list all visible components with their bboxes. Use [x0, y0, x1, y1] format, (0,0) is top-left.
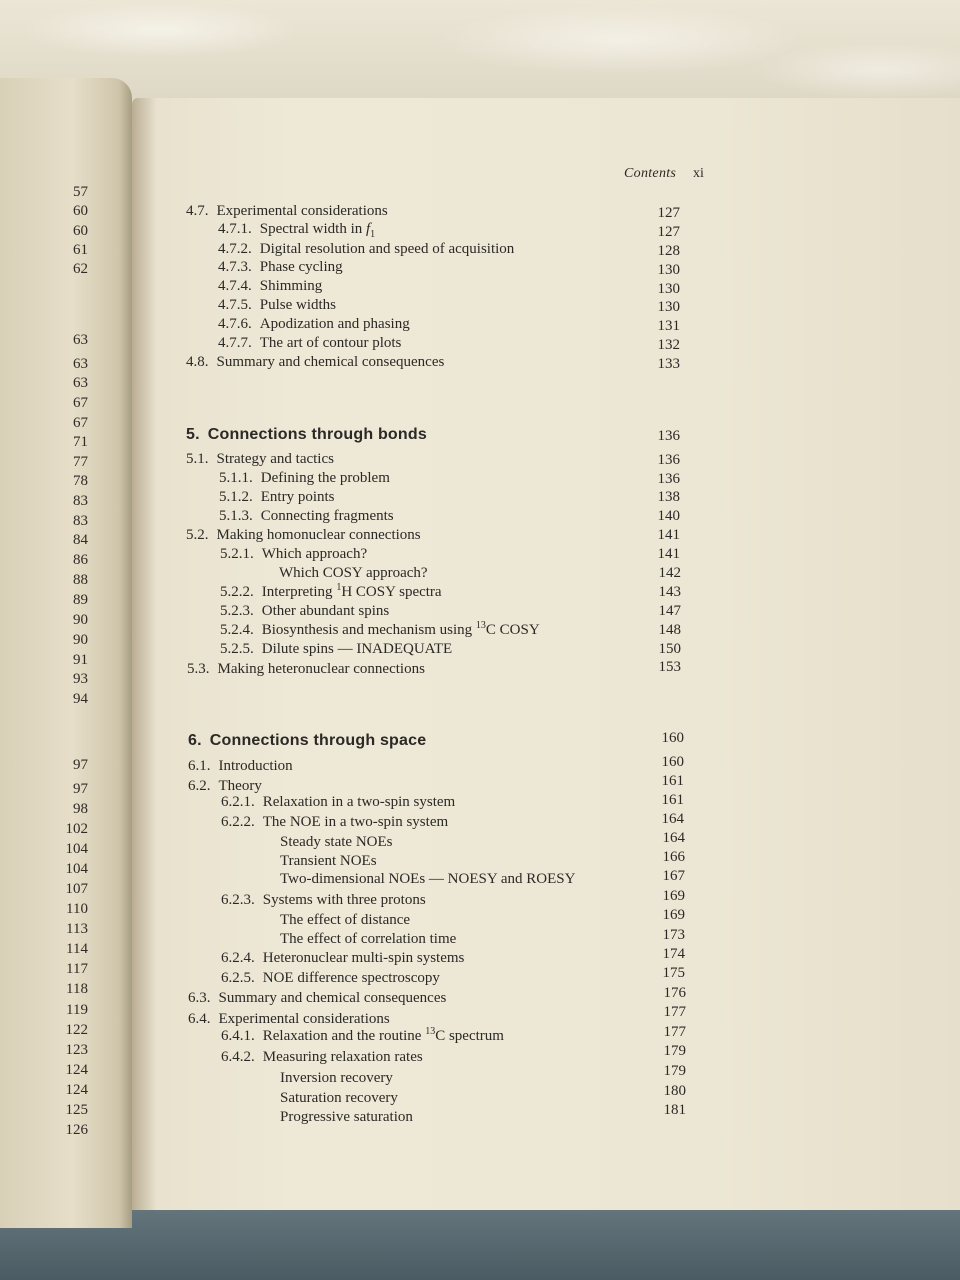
toc-page: 160 [661, 730, 684, 746]
toc-page: 128 [657, 243, 680, 259]
toc-entry: Progressive saturation [280, 1109, 413, 1125]
toc-entry: Inversion recovery [280, 1070, 393, 1086]
toc-page: 181 [663, 1102, 686, 1118]
toc-page: 131 [657, 318, 680, 334]
left-page-number: 125 [65, 1102, 88, 1118]
left-page-number: 93 [73, 671, 88, 687]
left-page-number: 84 [73, 532, 88, 548]
left-page-number: 61 [73, 242, 88, 258]
toc-entry: 6.2.4. Heteronuclear multi-spin systems [221, 950, 465, 966]
toc-entry: 5.2.2. Interpreting $^1$H COSY spectra [220, 582, 442, 600]
left-page-number: 117 [66, 961, 88, 977]
left-page-number: 124 [65, 1062, 88, 1078]
left-page-number: 104 [65, 841, 88, 857]
left-page-number: 63 [73, 332, 88, 348]
toc-entry: Steady state NOEs [280, 834, 393, 850]
running-header-page: xi [693, 166, 704, 181]
toc-page: 169 [662, 888, 685, 904]
toc-entry: 4.7.4. Shimming [218, 278, 323, 294]
left-page-number: 122 [65, 1022, 88, 1038]
toc-page: 177 [663, 1024, 686, 1040]
left-page-number: 86 [73, 552, 88, 568]
toc-page: 166 [662, 849, 685, 865]
toc-page: 147 [658, 603, 681, 619]
toc-page: 164 [662, 830, 685, 846]
toc-page: 173 [662, 927, 685, 943]
toc-entry: 5.1.2. Entry points [219, 489, 335, 505]
toc-page: 177 [663, 1004, 686, 1020]
left-page-number: 110 [66, 901, 88, 917]
running-header-title: Contents [624, 166, 677, 181]
left-page-number: 60 [73, 223, 88, 239]
toc-page: 143 [658, 584, 681, 600]
toc-entry: Which COSY approach? [279, 565, 428, 581]
toc-page: 150 [658, 641, 681, 657]
toc-entry: 5.2.1. Which approach? [220, 546, 368, 562]
toc-entry: 4.7.3. Phase cycling [218, 259, 343, 275]
toc-entry: 5.1. Strategy and tactics [186, 451, 334, 467]
toc-entry: 6.2.3. Systems with three protons [221, 892, 426, 908]
toc-page: 179 [663, 1043, 686, 1059]
toc-entry: 5.1.1. Defining the problem [219, 470, 390, 486]
toc-entry: 4.8. Summary and chemical consequences [186, 354, 445, 370]
left-page-number: 62 [73, 261, 88, 277]
left-page-number: 107 [65, 881, 88, 897]
toc-entry: 5.1.3. Connecting fragments [219, 508, 394, 524]
toc-entry: Saturation recovery [280, 1090, 398, 1106]
toc-entry: 6.3. Summary and chemical consequences [188, 990, 447, 1006]
toc-entry: 5.2. Making homonuclear connections [186, 527, 421, 543]
left-page-number: 67 [73, 395, 88, 411]
toc-entry: 4.7.7. The art of contour plots [218, 335, 402, 351]
toc-page: 161 [661, 773, 684, 789]
toc-entry: 4.7.1. Spectral width in $f_1$ [218, 221, 376, 240]
left-page-number: 90 [73, 632, 88, 648]
toc-page: 140 [657, 508, 680, 524]
toc-page: 176 [663, 985, 686, 1001]
toc-entry: Transient NOEs [280, 853, 377, 869]
left-page-number: 97 [73, 781, 88, 797]
left-page-number: 113 [66, 921, 88, 937]
left-page-number: 83 [73, 513, 88, 529]
left-page-number: 91 [73, 652, 88, 668]
toc-page: 161 [661, 792, 684, 808]
toc-page: 164 [661, 811, 684, 827]
toc-entry: Two-dimensional NOEs — NOESY and ROESY [280, 871, 576, 887]
left-page-number: 71 [73, 434, 88, 450]
toc-page: 136 [657, 452, 680, 468]
toc-page: 180 [663, 1083, 686, 1099]
left-page-number: 67 [73, 415, 88, 431]
left-page-number: 126 [65, 1122, 88, 1138]
toc-page: 142 [658, 565, 681, 581]
left-page-number: 89 [73, 592, 88, 608]
toc-page: 138 [657, 489, 680, 505]
toc-page: 167 [662, 868, 685, 884]
left-page-number: 90 [73, 612, 88, 628]
toc-entry: 6.4.1. Relaxation and the routine $^{13}$C spectrum [221, 1026, 504, 1044]
toc-entry: 4.7.2. Digital resolution and speed of acquisition [218, 241, 515, 257]
toc-page: 130 [657, 262, 680, 278]
toc-entry: 5.2.4. Biosynthesis and mechanism using $^{13}$C COSY [220, 620, 540, 638]
left-page-number: 104 [65, 861, 88, 877]
left-page-number: 114 [66, 941, 88, 957]
left-page-number: 63 [73, 375, 88, 391]
left-page-number: 88 [73, 572, 88, 588]
left-page-number: 60 [73, 203, 88, 219]
toc-entry: 6.4.2. Measuring relaxation rates [221, 1049, 423, 1065]
toc-entry: The effect of distance [280, 912, 411, 928]
toc-page: 127 [657, 224, 680, 240]
toc-entry: 5.2.3. Other abundant spins [220, 603, 390, 619]
toc-page: 127 [657, 205, 680, 221]
toc-entry: 4.7.6. Apodization and phasing [218, 316, 410, 332]
toc-entry: 6.4. Experimental considerations [188, 1011, 390, 1027]
toc-page: 175 [662, 965, 685, 981]
toc-page: 169 [662, 907, 685, 923]
toc-page: 136 [657, 471, 680, 487]
left-page-number: 98 [73, 801, 88, 817]
left-page-number: 78 [73, 473, 88, 489]
left-page-number: 63 [73, 356, 88, 372]
left-page-number: 57 [73, 184, 88, 200]
toc-page: 174 [662, 946, 685, 962]
left-page-number: 94 [73, 691, 88, 707]
chapter-heading: 6. Connections through space [188, 732, 427, 749]
toc-entry: The effect of correlation time [280, 931, 457, 947]
toc-page: 136 [657, 428, 680, 444]
toc-entry: 6.2.1. Relaxation in a two-spin system [221, 794, 456, 810]
toc-entry: 4.7.5. Pulse widths [218, 297, 337, 313]
toc-entry: 4.7. Experimental considerations [186, 203, 388, 219]
left-page-number: 123 [65, 1042, 88, 1058]
left-page-number: 119 [66, 1002, 88, 1018]
toc-page: 141 [657, 546, 680, 562]
left-page-number: 83 [73, 493, 88, 509]
chapter-heading: 5. Connections through bonds [186, 426, 427, 443]
toc-page: 141 [657, 527, 680, 543]
toc-entry: 6.2.2. The NOE in a two-spin system [221, 814, 449, 830]
toc-page: 130 [657, 299, 680, 315]
toc-page: 179 [663, 1063, 686, 1079]
toc-entry: 5.2.5. Dilute spins — INADEQUATE [220, 641, 453, 657]
left-page-number: 77 [73, 454, 88, 470]
toc-page: 148 [658, 622, 681, 638]
toc-page: 132 [657, 337, 680, 353]
toc-entry: 6.2. Theory [188, 778, 262, 794]
toc-page: 153 [658, 659, 681, 675]
toc-entry: 6.2.5. NOE difference spectroscopy [221, 970, 440, 986]
left-page-number: 97 [73, 757, 88, 773]
toc-page: 133 [657, 356, 680, 372]
toc-entry: 5.3. Making heteronuclear connections [187, 661, 425, 677]
left-page-number: 102 [65, 821, 88, 837]
toc-entry: 6.1. Introduction [188, 758, 293, 774]
toc-page: 160 [661, 754, 684, 770]
left-page-number: 118 [66, 981, 88, 997]
toc-page: 130 [657, 281, 680, 297]
left-page-number: 124 [65, 1082, 88, 1098]
